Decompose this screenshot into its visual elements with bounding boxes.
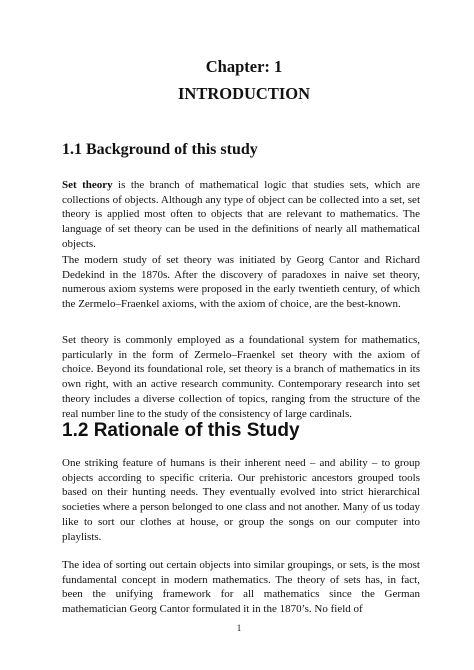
set-theory-term: Set theory	[62, 179, 113, 191]
section-heading-rationale: 1.2 Rationale of this Study	[62, 420, 300, 441]
paragraph-set-theory-definition	[62, 178, 420, 252]
section-heading-background: 1.1 Background of this study	[62, 141, 258, 158]
paragraph-sorting-sets: The idea of sorting out certain objects into similar groupings, or sets, is the most fundamental concept in modern mathematics. The theory of sets has, in fact, been the unifying framework for all mathematics since the German mathematician Georg Cantor formulated it in the 1870’s. No field of	[62, 559, 420, 616]
paragraph-human-grouping: One striking feature of humans is their inherent need – and ability – to group objects according to specific criteria. Our prehistoric ancestors grouped tools based on their hunting needs. They eventually evolved into strict hierarchical societies where a person belonged to one class and not another. Many of us today like to sort our clothes at house, or group the songs on our computer into playlists.	[62, 457, 420, 543]
page-number: 1	[236, 623, 242, 633]
paragraph-set-theory-definition-text: is the branch of mathematical logic that studies sets, which are collections of objects. Although any type of object can be collected into a set, set theory is applied most often to objects that are relevant to mathematics. The language of set theory can be used in the definitions of nearly all mathematical objects.	[62, 179, 420, 250]
paragraph-foundational-system: Set theory is commonly employed as a foundational system for mathematics, particularly in the form of Zermelo–Fraenkel set theory with the axiom of choice. Beyond its foundational role, set theory is a branch of mathematics in its own right, with an active research community. Contemporary research into set theory includes a diverse collection of topics, ranging from the structure of the real number line to the study of the consistency of large cardinals.	[62, 334, 420, 420]
paragraph-modern-study: The modern study of set theory was initiated by Georg Cantor and Richard Dedekind in the 1870s. After the discovery of paradoxes in naive set theory, numerous axiom systems were proposed in the early twentieth century, of which the Zermelo–Fraenkel axioms, with the axiom of choice, are the best-known.	[62, 254, 420, 311]
chapter-title: INTRODUCTION	[177, 84, 311, 103]
chapter-number: Chapter: 1	[205, 57, 283, 76]
